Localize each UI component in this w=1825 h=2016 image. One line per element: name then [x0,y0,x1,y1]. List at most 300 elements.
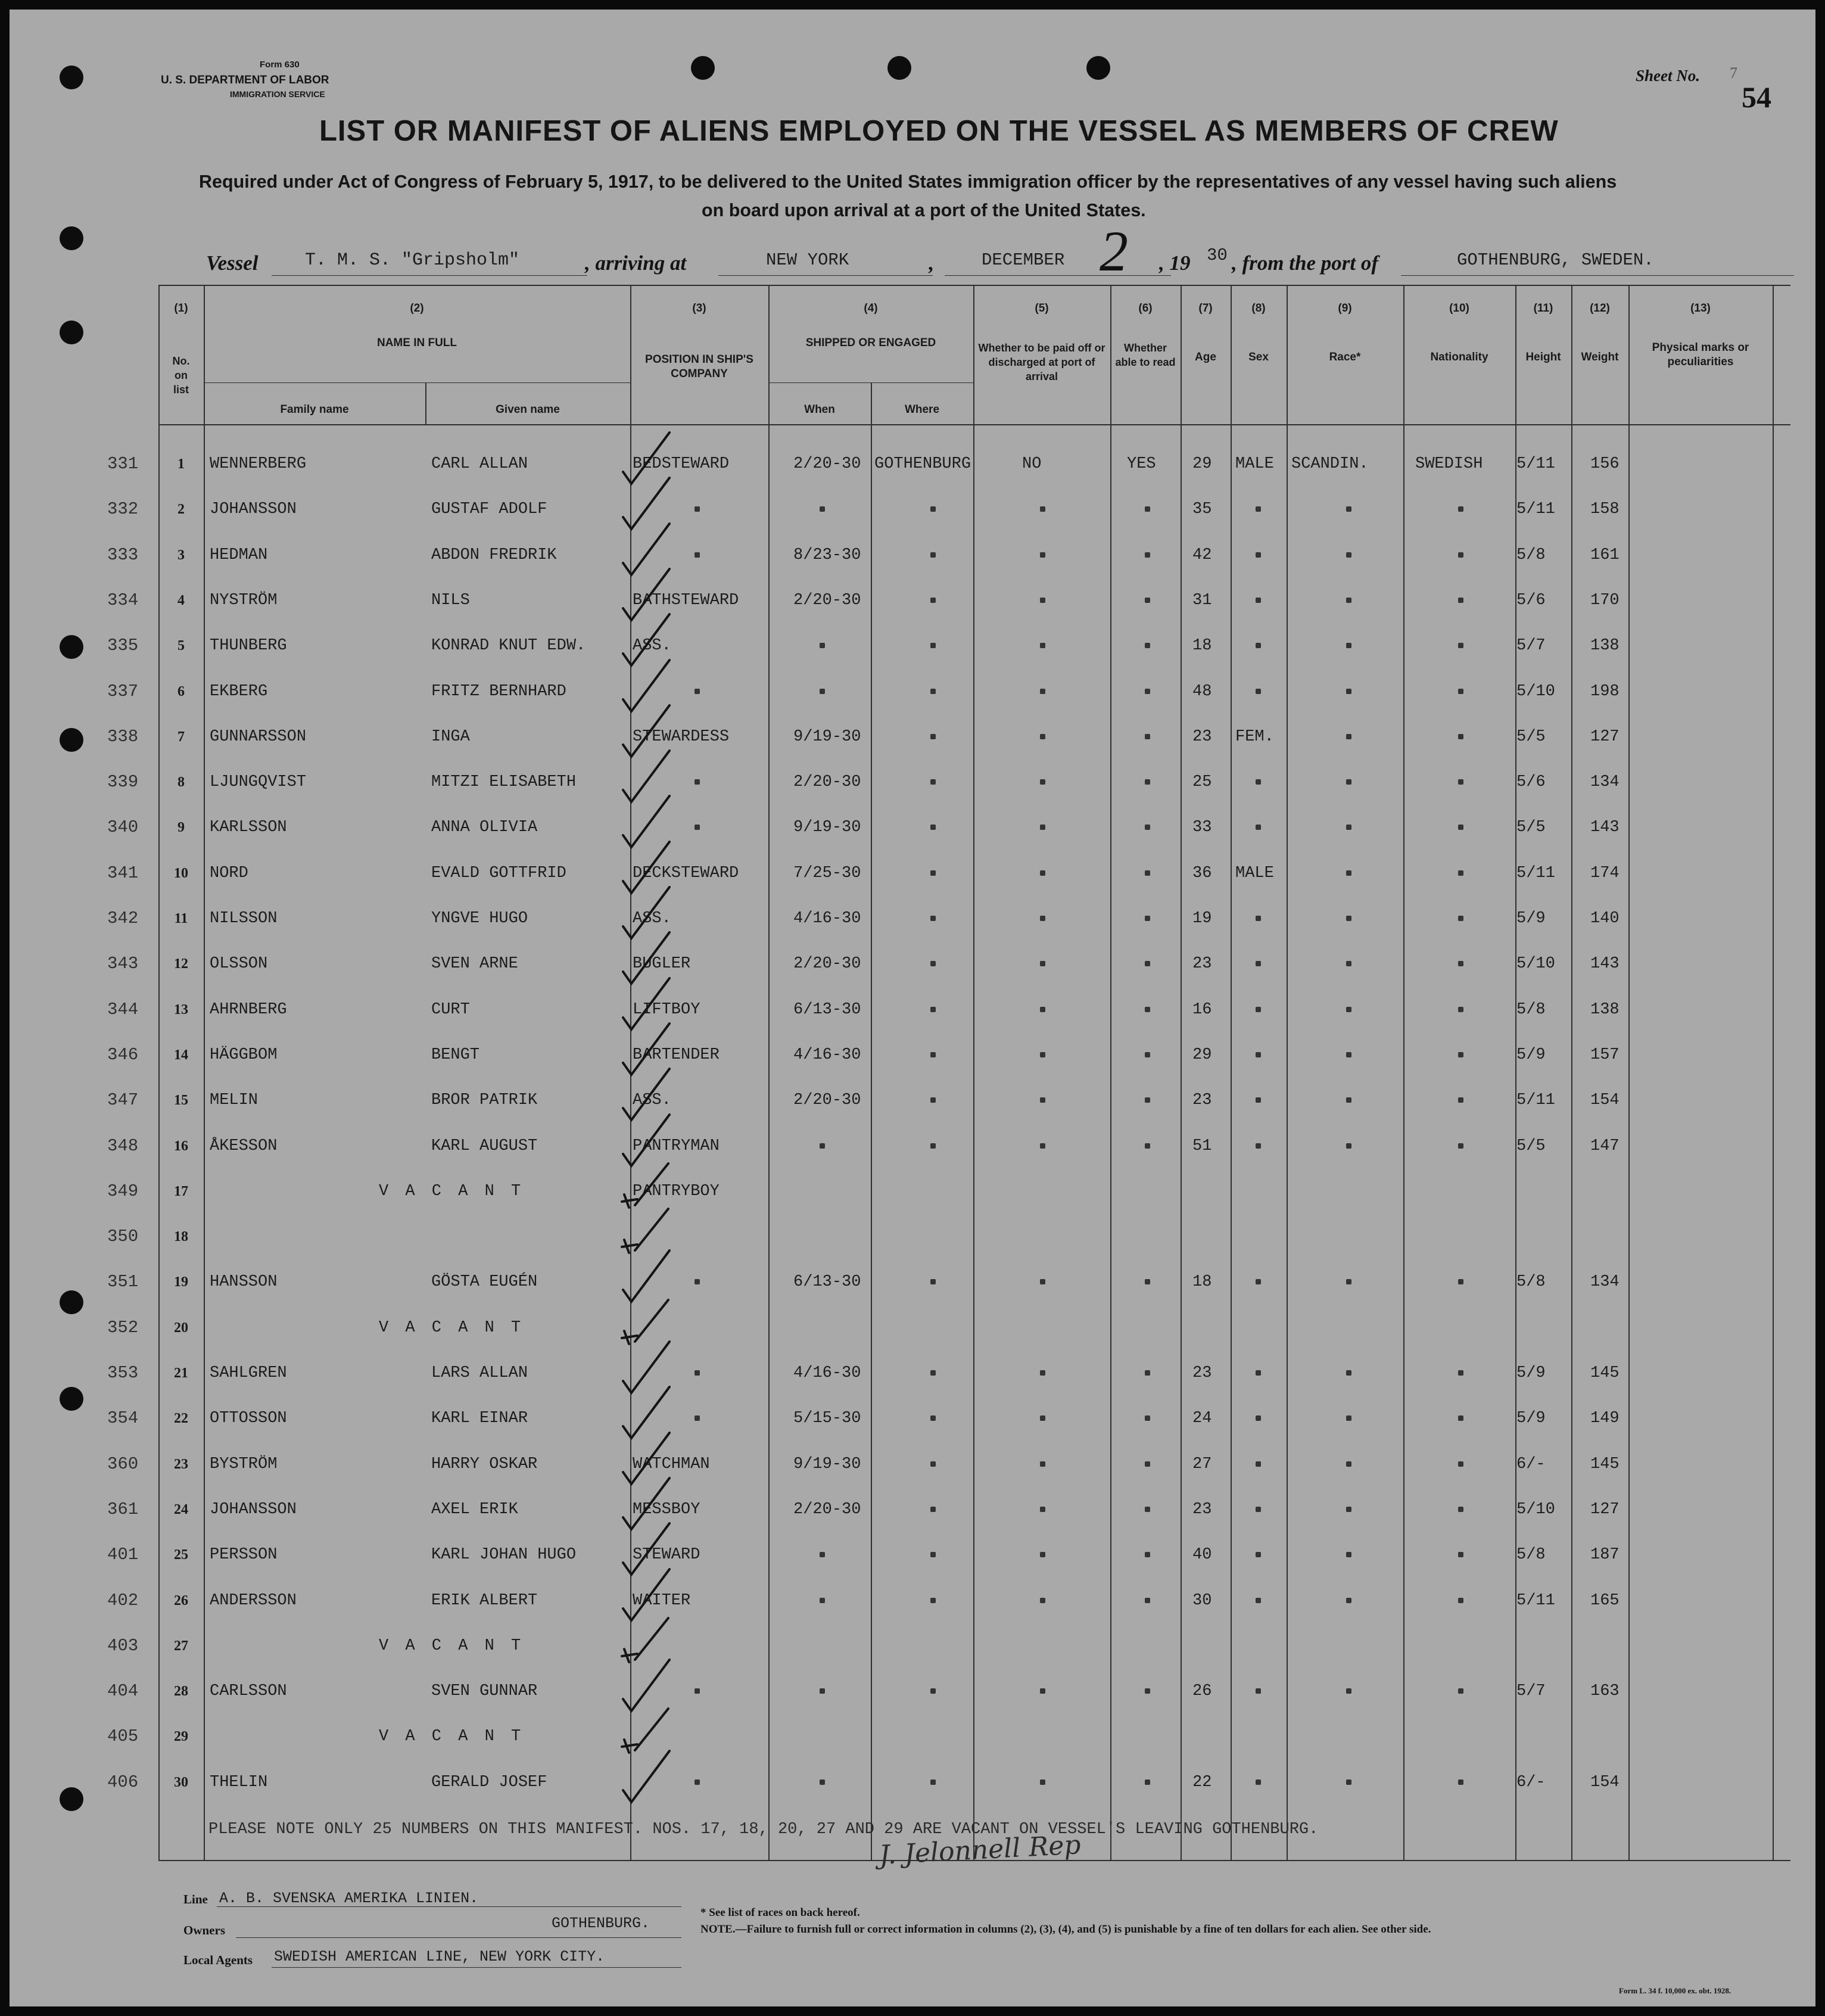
col-divider [1287,285,1288,1860]
ditto-mark [1040,1370,1045,1376]
ditto-mark [1458,734,1463,739]
cell-position: PANTRYBOY [633,1183,720,1200]
form-number: Form 630 [260,60,300,70]
arrival-month: DECEMBER [982,250,1065,270]
cell-family: HÄGGBOM [210,1046,278,1064]
col-divider [768,285,770,1860]
cell-height: 5/11 [1516,500,1555,518]
ditto-mark [1256,1279,1261,1284]
ditto-mark [820,1552,825,1557]
cell-position: BATHSTEWARD [633,592,739,609]
punch-hole [60,1787,83,1811]
cell-age: 40 [1192,1546,1212,1564]
ditto-mark [930,779,936,785]
cell-position: BARTENDER [633,1046,720,1064]
ditto-mark [1040,506,1045,512]
ledger-number: 341 [107,863,139,883]
check-mark [611,1744,677,1809]
sheet-label: Sheet No. [1636,67,1700,85]
ditto-mark [695,506,700,512]
cell-height: 5/11 [1516,1091,1555,1109]
row-number: 6 [177,684,185,699]
ditto-mark [1040,689,1045,694]
cell-height: 5/8 [1516,546,1546,564]
cell-height: 5/11 [1516,455,1555,473]
ditto-mark [1145,1779,1150,1785]
cell-when: 2/20-30 [793,592,861,609]
cell-position: ASS. [633,1091,671,1109]
ditto-mark [1256,1415,1261,1421]
cell-position: STEWARD [633,1546,700,1564]
cell-paid-off: NO [1022,455,1042,473]
row-number: 23 [174,1457,188,1472]
col7-number: (7) [1198,302,1213,315]
ditto-mark [1256,1143,1261,1149]
row-number: 1 [177,456,185,472]
ditto-mark [1256,1461,1261,1467]
cell-age: 23 [1192,1091,1212,1109]
cell-age: 26 [1192,1682,1212,1700]
ditto-mark [1145,1007,1150,1012]
row-number: 13 [174,1002,188,1018]
ledger-number: 348 [107,1136,139,1156]
punch-hole [60,728,83,752]
cell-height: 5/7 [1516,1682,1546,1700]
cell-weight: 156 [1590,455,1620,473]
row-number: 7 [177,729,185,745]
col-divider [973,285,974,1860]
ledger-number: 351 [107,1272,139,1292]
col13-number: (13) [1690,302,1711,315]
cell-when: 6/13-30 [793,1273,861,1291]
cell-age: 51 [1192,1137,1212,1155]
ditto-mark [930,1779,936,1785]
col11-label: Height [1525,351,1561,363]
col4-number: (4) [864,302,878,315]
ditto-mark [930,870,936,876]
vessel-name: T. M. S. "Gripsholm" [305,250,520,270]
vacant-label: V A C A N T [379,1319,525,1337]
ditto-mark [930,1598,936,1603]
cell-weight: 149 [1590,1410,1620,1427]
cell-family: OTTOSSON [210,1410,287,1427]
cell-age: 48 [1192,683,1212,701]
col6-label: Whether able to read [1115,342,1176,368]
col2-family-label: Family name [280,403,349,416]
cell-when: 2/20-30 [793,455,861,473]
cell-family: SAHLGREN [210,1364,287,1382]
punch-hole [60,66,83,89]
col12-label: Weight [1581,351,1619,363]
ledger-number: 403 [107,1636,139,1656]
ditto-mark [1346,1779,1351,1785]
ledger-number: 361 [107,1499,139,1519]
ditto-mark [1458,1461,1463,1467]
ditto-mark [1346,825,1351,830]
cell-age: 16 [1192,1001,1212,1019]
punch-hole [60,226,83,250]
cell-weight: 143 [1590,819,1620,836]
ledger-number: 347 [107,1090,139,1110]
ledger-number: 334 [107,590,139,610]
cell-family: JOHANSSON [210,500,297,518]
cell-weight: 174 [1590,864,1620,882]
cell-height: 5/5 [1516,819,1546,836]
cell-weight: 161 [1590,546,1620,564]
cell-weight: 138 [1590,637,1620,655]
cell-when: 6/13-30 [793,1001,861,1019]
col8-number: (8) [1251,302,1266,315]
ditto-mark [820,1779,825,1785]
ditto-mark [1040,1598,1045,1603]
cell-age: 18 [1192,1273,1212,1291]
ditto-mark [1346,1552,1351,1557]
cell-where: GOTHENBURG [874,455,971,473]
col2-number: (2) [410,302,424,315]
col6-number: (6) [1138,302,1153,315]
cell-given: AXEL ERIK [431,1501,518,1519]
ledger-number: 401 [107,1545,139,1564]
col-divider [1571,285,1572,1860]
form-code: Form L. 34 f. 10,000 ex. obt. 1928. [1619,1986,1731,1995]
cell-given: GUSTAF ADOLF [431,500,547,518]
ditto-mark [1346,506,1351,512]
cell-position: STEWARDESS [633,728,730,746]
cell-weight: 140 [1590,910,1620,928]
cell-age: 30 [1192,1592,1212,1610]
cell-position: PANTRYMAN [633,1137,720,1155]
cell-height: 5/10 [1516,1501,1555,1519]
vacant-label: V A C A N T [379,1183,525,1200]
ditto-mark [1256,961,1261,966]
ditto-mark [1458,870,1463,876]
ditto-mark [1346,1143,1351,1149]
ditto-mark [1040,598,1045,603]
cell-given: INGA [431,728,470,746]
cell-position: WATCHMAN [633,1455,710,1473]
ditto-mark [695,1779,700,1785]
ditto-mark [1145,1279,1150,1284]
ledger-number: 342 [107,909,139,928]
ditto-mark [930,1143,936,1149]
ditto-mark [1458,1370,1463,1376]
row-number: 4 [177,593,185,608]
ditto-mark [1145,1052,1150,1057]
ditto-mark [1458,916,1463,921]
cell-given: CURT [431,1001,470,1019]
cell-given: HARRY OSKAR [431,1455,538,1473]
cell-weight: 198 [1590,683,1620,701]
ditto-mark [1145,779,1150,785]
ditto-mark [1040,552,1045,558]
ditto-mark [1145,1688,1150,1694]
ledger-number: 404 [107,1681,139,1701]
col-divider [1515,285,1516,1860]
col9-label: Race* [1329,351,1361,363]
cell-nationality: SWEDISH [1415,455,1483,473]
col1-label: No. on list [172,355,190,396]
col5-number: (5) [1035,302,1049,315]
ledger-number: 350 [107,1227,139,1246]
ditto-mark [1145,916,1150,921]
cell-given: LARS ALLAN [431,1364,528,1382]
col13-label: Physical marks or peculiarities [1652,341,1749,368]
col3-label: POSITION IN SHIP'S COMPANY [645,353,753,380]
ditto-mark [1458,1507,1463,1512]
cell-family: ANDERSSON [210,1592,297,1610]
cell-family: HANSSON [210,1273,278,1291]
cell-given: GERALD JOSEF [431,1774,547,1791]
ledger-number: 353 [107,1363,139,1383]
page-title: LIST OR MANIFEST OF ALIENS EMPLOYED ON THE VESSEL AS MEMBERS OF CREW [319,115,1559,147]
cell-family: GUNNARSSON [210,728,307,746]
arrival-day: 2 [1100,219,1128,283]
col2-label: NAME IN FULL [376,337,457,349]
vessel-label: Vessel [206,251,259,275]
punch-hole [60,1387,83,1411]
cell-family: PERSSON [210,1546,278,1564]
ditto-mark [1458,961,1463,966]
cell-position: DECKSTEWARD [633,864,739,882]
manifest-sheet [10,10,1815,2006]
col2-given-label: Given name [496,403,560,416]
cell-weight: 145 [1590,1455,1620,1473]
ledger-number: 340 [107,817,139,837]
ditto-mark [1145,1507,1150,1512]
ditto-mark [1040,779,1045,785]
cell-position: ASS. [633,910,671,928]
cell-height: 5/5 [1516,728,1546,746]
cell-weight: 170 [1590,592,1620,609]
ditto-mark [1256,1779,1261,1785]
ditto-mark [930,1007,936,1012]
ditto-mark [695,779,700,785]
ditto-mark [695,1415,700,1421]
punch-hole [60,321,83,344]
ditto-mark [1458,552,1463,558]
cell-weight: 187 [1590,1546,1620,1564]
header-bottom-border [158,424,1790,425]
col4-where-label: Where [904,403,940,416]
cell-height: 5/10 [1516,683,1555,701]
cell-family: JOHANSSON [210,1501,297,1519]
cell-height: 5/7 [1516,637,1546,655]
ditto-mark [1145,1461,1150,1467]
punch-hole [60,1290,83,1314]
row-number: 21 [174,1365,188,1381]
cell-weight: 145 [1590,1364,1620,1382]
cell-height: 5/6 [1516,773,1546,791]
date-underline [945,275,1171,276]
ledger-number: 402 [107,1591,139,1610]
department-name: U. S. DEPARTMENT OF LABOR [161,74,329,86]
ditto-mark [1458,689,1463,694]
col10-label: Nationality [1430,351,1488,363]
ditto-mark [930,1507,936,1512]
punch-hole [887,56,911,80]
ditto-mark [1346,552,1351,558]
ditto-mark [1346,779,1351,785]
cell-age: 29 [1192,1046,1212,1064]
cell-given: ANNA OLIVIA [431,819,538,836]
ditto-mark [820,1688,825,1694]
col8-label: Sex [1248,351,1269,363]
col-divider [1181,285,1182,1860]
col9-number: (9) [1338,302,1352,315]
cell-when: 9/19-30 [793,1455,861,1473]
agents-value: SWEDISH AMERICAN LINE, NEW YORK CITY. [274,1948,605,1965]
ditto-mark [1346,1507,1351,1512]
ditto-mark [1256,916,1261,921]
cell-age: 29 [1192,455,1212,473]
ditto-mark [1145,1370,1150,1376]
cell-sex: MALE [1235,455,1274,473]
cell-family: KARLSSON [210,819,287,836]
ditto-mark [1458,825,1463,830]
ditto-mark [1346,689,1351,694]
ditto-mark [1256,506,1261,512]
cell-age: 35 [1192,500,1212,518]
cell-family: HEDMAN [210,546,268,564]
sheet-number: 54 [1742,80,1771,114]
ditto-mark [1145,552,1150,558]
cell-given: ERIK ALBERT [431,1592,538,1610]
ditto-mark [695,689,700,694]
col1-number: (1) [174,302,188,315]
ditto-mark [695,1279,700,1284]
vacant-label: V A C A N T [379,1637,525,1655]
cell-height: 5/9 [1516,910,1546,928]
ditto-mark [1256,1370,1261,1376]
ditto-mark [1256,598,1261,603]
vacancy-note: PLEASE NOTE ONLY 25 NUMBERS ON THIS MANIFEST. NOS. 17, 18, 20, 27 AND 29 ARE VACANT ON VESSEL'S LEAVING GOTHENBURG. [208,1821,1319,1838]
ditto-mark [1256,779,1261,785]
row-number: 2 [177,502,185,517]
ditto-mark [1256,643,1261,648]
ledger-number: 333 [107,545,139,565]
arrival-port: NEW YORK [766,250,849,270]
row-number: 17 [174,1184,188,1199]
cell-height: 6/- [1516,1774,1546,1791]
ditto-mark [1458,1552,1463,1557]
subtitle-line-2: on board upon arrival at a port of the United States. [702,200,1146,220]
cell-family: THUNBERG [210,637,287,655]
cell-weight: 147 [1590,1137,1620,1155]
ditto-mark [695,825,700,830]
cell-family: NYSTRÖM [210,592,278,609]
cell-family: WENNERBERG [210,455,307,473]
ditto-mark [695,1370,700,1376]
cell-given: NILS [431,592,470,609]
col11-number: (11) [1533,302,1553,315]
ditto-mark [1040,1415,1045,1421]
cell-family: AHRNBERG [210,1001,287,1019]
ditto-mark [1346,1688,1351,1694]
ditto-mark [930,552,936,558]
cell-age: 42 [1192,546,1212,564]
cell-weight: 134 [1590,1273,1620,1291]
cell-given: BENGT [431,1046,480,1064]
ditto-mark [820,506,825,512]
cell-weight: 163 [1590,1682,1620,1700]
ledger-number: 331 [107,454,139,474]
ditto-mark [1458,779,1463,785]
ditto-mark [1346,1052,1351,1057]
col12-number: (12) [1590,302,1610,315]
ditto-mark [1040,643,1045,648]
cell-age: 27 [1192,1455,1212,1473]
ditto-mark [1346,734,1351,739]
ditto-mark [930,689,936,694]
cell-when: 4/16-30 [793,1046,861,1064]
ditto-mark [1256,1507,1261,1512]
ditto-mark [1458,1415,1463,1421]
comma: , [928,251,933,275]
ditto-mark [1346,1370,1351,1376]
ledger-number: 343 [107,954,139,973]
ditto-mark [820,1598,825,1603]
representative-signature: J. Jelonnell Rep [878,1830,1082,1871]
ditto-mark [1145,961,1150,966]
ditto-mark [930,916,936,921]
col-divider [1110,285,1111,1860]
ditto-mark [1040,734,1045,739]
ditto-mark [1040,1007,1045,1012]
cell-given: ABDON FREDRIK [431,546,557,564]
agents-underline [272,1967,681,1968]
service-name: IMMIGRATION SERVICE [230,89,325,99]
ditto-mark [1458,1143,1463,1149]
ditto-mark [930,1370,936,1376]
row-number: 25 [174,1547,188,1563]
cell-family: BYSTRÖM [210,1455,278,1473]
punch-hole [691,56,715,80]
row-number: 28 [174,1684,188,1699]
cell-family: ÅKESSON [210,1137,278,1155]
col4-label: SHIPPED OR ENGAGED [805,337,936,349]
cell-age: 33 [1192,819,1212,836]
cell-given: KONRAD KNUT EDW. [431,637,586,655]
row-number: 12 [174,956,188,972]
cell-when: 5/15-30 [793,1410,861,1427]
cell-family: LJUNGQVIST [210,773,307,791]
vacant-label: V A C A N T [379,1728,525,1746]
cell-given: SVEN GUNNAR [431,1682,538,1700]
ditto-mark [1040,825,1045,830]
ditto-mark [1346,916,1351,921]
row-number: 8 [177,774,185,790]
cell-weight: 127 [1590,728,1620,746]
col-divider [1231,285,1232,1860]
cell-family: NILSSON [210,910,278,928]
cell-position: LIFTBOY [633,1001,700,1019]
row-number: 30 [174,1775,188,1790]
ledger-number: 354 [107,1408,139,1428]
cell-height: 5/11 [1516,864,1555,882]
cell-weight: 165 [1590,1592,1620,1610]
year-prefix: , 19 [1159,251,1191,275]
ditto-mark [1145,825,1150,830]
penalty-note-label: NOTE. [700,1923,736,1936]
port-underline [718,275,933,276]
cell-family: THELIN [210,1774,268,1791]
col-divider [871,382,872,1860]
ditto-mark [1040,1052,1045,1057]
ditto-mark [930,1279,936,1284]
owners-value: GOTHENBURG. [552,1915,650,1932]
cell-age: 25 [1192,773,1212,791]
cell-given: GÖSTA EUGÉN [431,1273,538,1291]
